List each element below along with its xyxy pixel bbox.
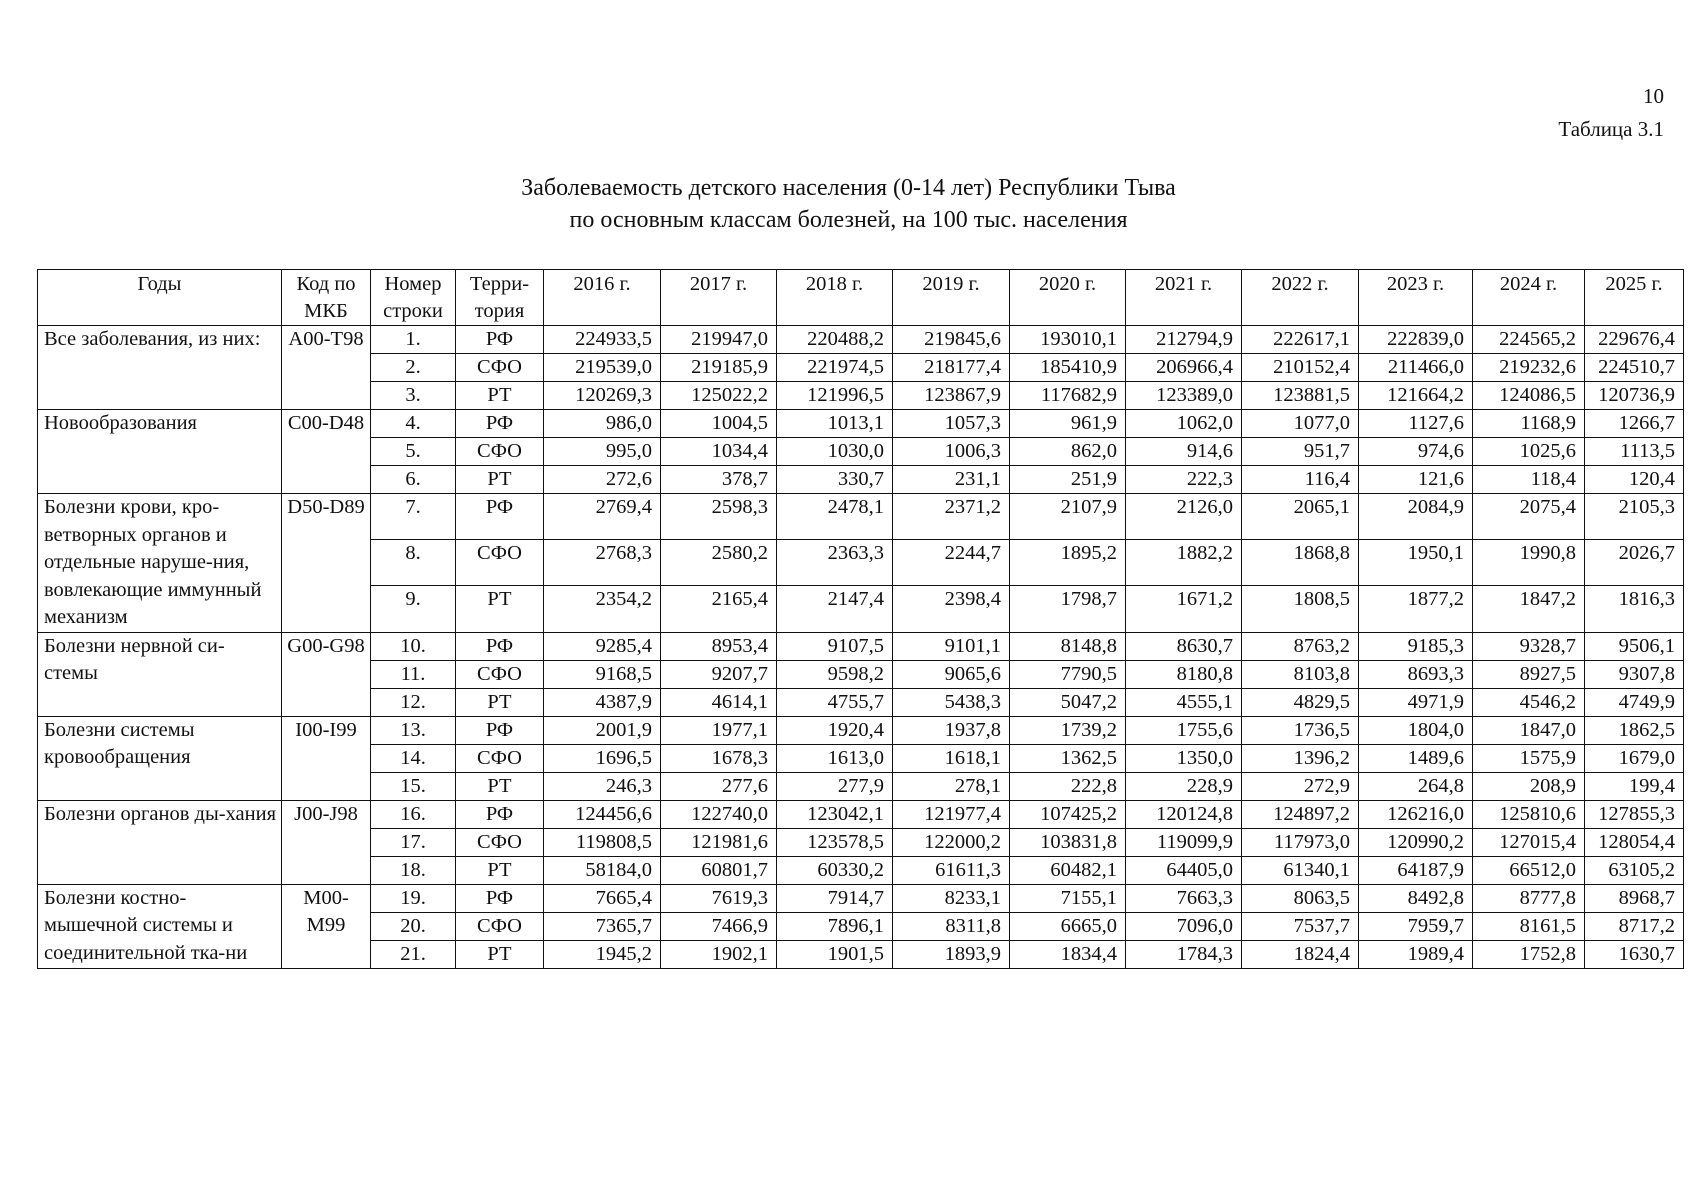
territory: РТ bbox=[456, 382, 544, 410]
value-cell: 9285,4 bbox=[544, 632, 661, 660]
value-cell: 64187,9 bbox=[1359, 856, 1473, 884]
header-year: 2018 г. bbox=[777, 270, 893, 326]
value-cell: 212794,9 bbox=[1126, 326, 1242, 354]
header-year: 2023 г. bbox=[1359, 270, 1473, 326]
value-cell: 1489,6 bbox=[1359, 744, 1473, 772]
territory: РТ bbox=[456, 772, 544, 800]
value-cell: 123881,5 bbox=[1242, 382, 1359, 410]
row-number: 2. bbox=[371, 354, 456, 382]
value-cell: 2598,3 bbox=[661, 494, 777, 540]
value-cell: 103831,8 bbox=[1010, 828, 1126, 856]
value-cell: 1671,2 bbox=[1126, 586, 1242, 632]
value-cell: 122740,0 bbox=[661, 800, 777, 828]
value-cell: 8927,5 bbox=[1473, 660, 1585, 688]
row-number: 7. bbox=[371, 494, 456, 540]
value-cell: 1847,0 bbox=[1473, 716, 1585, 744]
row-number: 19. bbox=[371, 884, 456, 912]
value-cell: 1077,0 bbox=[1242, 410, 1359, 438]
value-cell: 264,8 bbox=[1359, 772, 1473, 800]
value-cell: 64405,0 bbox=[1126, 856, 1242, 884]
disease-class-name: Болезни органов ды-хания bbox=[38, 800, 282, 884]
value-cell: 1808,5 bbox=[1242, 586, 1359, 632]
territory: РФ bbox=[456, 800, 544, 828]
table-label: Таблица 3.1 bbox=[1558, 117, 1664, 141]
row-number: 10. bbox=[371, 632, 456, 660]
value-cell: 8777,8 bbox=[1473, 884, 1585, 912]
value-cell: 1977,1 bbox=[661, 716, 777, 744]
value-cell: 221974,5 bbox=[777, 354, 893, 382]
value-cell: 7959,7 bbox=[1359, 912, 1473, 940]
value-cell: 1006,3 bbox=[893, 438, 1010, 466]
value-cell: 1057,3 bbox=[893, 410, 1010, 438]
value-cell: 2147,4 bbox=[777, 586, 893, 632]
value-cell: 120124,8 bbox=[1126, 800, 1242, 828]
value-cell: 121996,5 bbox=[777, 382, 893, 410]
value-cell: 4555,1 bbox=[1126, 688, 1242, 716]
value-cell: 66512,0 bbox=[1473, 856, 1585, 884]
value-cell: 2398,4 bbox=[893, 586, 1010, 632]
value-cell: 8630,7 bbox=[1126, 632, 1242, 660]
icd-code: C00-D48 bbox=[282, 410, 371, 494]
value-cell: 1862,5 bbox=[1585, 716, 1684, 744]
value-cell: 8233,1 bbox=[893, 884, 1010, 912]
value-cell: 211466,0 bbox=[1359, 354, 1473, 382]
header-code: Код по МКБ bbox=[282, 270, 371, 326]
value-cell: 7619,3 bbox=[661, 884, 777, 912]
value-cell: 222617,1 bbox=[1242, 326, 1359, 354]
value-cell: 1937,8 bbox=[893, 716, 1010, 744]
value-cell: 2165,4 bbox=[661, 586, 777, 632]
value-cell: 2371,2 bbox=[893, 494, 1010, 540]
value-cell: 126216,0 bbox=[1359, 800, 1473, 828]
value-cell: 2363,3 bbox=[777, 540, 893, 586]
value-cell: 122000,2 bbox=[893, 828, 1010, 856]
value-cell: 9168,5 bbox=[544, 660, 661, 688]
disease-class-name: Все заболевания, из них: bbox=[38, 326, 282, 410]
value-cell: 1868,8 bbox=[1242, 540, 1359, 586]
value-cell: 1679,0 bbox=[1585, 744, 1684, 772]
value-cell: 8180,8 bbox=[1126, 660, 1242, 688]
disease-class-name: Болезни костно-мышечной системы и соединительной тка-ни bbox=[38, 884, 282, 968]
header-rownum: Номер строки bbox=[371, 270, 456, 326]
value-cell: 1847,2 bbox=[1473, 586, 1585, 632]
row-number: 15. bbox=[371, 772, 456, 800]
table-row bbox=[38, 716, 1684, 744]
value-cell: 116,4 bbox=[1242, 466, 1359, 494]
value-cell: 120269,3 bbox=[544, 382, 661, 410]
row-number: 8. bbox=[371, 540, 456, 586]
icd-code: I00-I99 bbox=[282, 716, 371, 800]
value-cell: 7466,9 bbox=[661, 912, 777, 940]
value-cell: 1004,5 bbox=[661, 410, 777, 438]
disease-class-name: Новообразования bbox=[38, 410, 282, 494]
value-cell: 219232,6 bbox=[1473, 354, 1585, 382]
header-years: Годы bbox=[38, 270, 282, 326]
value-cell: 1618,1 bbox=[893, 744, 1010, 772]
value-cell: 1882,2 bbox=[1126, 540, 1242, 586]
header-year: 2022 г. bbox=[1242, 270, 1359, 326]
territory: СФО bbox=[456, 660, 544, 688]
row-number: 21. bbox=[371, 940, 456, 968]
value-cell: 121,6 bbox=[1359, 466, 1473, 494]
value-cell: 1678,3 bbox=[661, 744, 777, 772]
table-row bbox=[38, 800, 1684, 828]
value-cell: 6665,0 bbox=[1010, 912, 1126, 940]
value-cell: 61340,1 bbox=[1242, 856, 1359, 884]
header-year: 2019 г. bbox=[893, 270, 1010, 326]
icd-code: D50-D89 bbox=[282, 494, 371, 633]
value-cell: 2126,0 bbox=[1126, 494, 1242, 540]
value-cell: 117973,0 bbox=[1242, 828, 1359, 856]
value-cell: 222839,0 bbox=[1359, 326, 1473, 354]
value-cell: 120,4 bbox=[1585, 466, 1684, 494]
value-cell: 272,6 bbox=[544, 466, 661, 494]
value-cell: 8968,7 bbox=[1585, 884, 1684, 912]
value-cell: 1062,0 bbox=[1126, 410, 1242, 438]
value-cell: 1755,6 bbox=[1126, 716, 1242, 744]
value-cell: 5438,3 bbox=[893, 688, 1010, 716]
value-cell: 222,8 bbox=[1010, 772, 1126, 800]
value-cell: 224565,2 bbox=[1473, 326, 1585, 354]
table-row bbox=[38, 884, 1684, 912]
territory: РФ bbox=[456, 410, 544, 438]
page-number: 10 bbox=[1643, 84, 1664, 108]
value-cell: 224510,7 bbox=[1585, 354, 1684, 382]
value-cell: 1736,5 bbox=[1242, 716, 1359, 744]
value-cell: 220488,2 bbox=[777, 326, 893, 354]
value-cell: 8161,5 bbox=[1473, 912, 1585, 940]
value-cell: 1752,8 bbox=[1473, 940, 1585, 968]
icd-code: A00-T98 bbox=[282, 326, 371, 410]
value-cell: 1834,4 bbox=[1010, 940, 1126, 968]
value-cell: 995,0 bbox=[544, 438, 661, 466]
value-cell: 120736,9 bbox=[1585, 382, 1684, 410]
value-cell: 193010,1 bbox=[1010, 326, 1126, 354]
table-row bbox=[38, 326, 1684, 354]
value-cell: 7790,5 bbox=[1010, 660, 1126, 688]
territory: РФ bbox=[456, 326, 544, 354]
value-cell: 60801,7 bbox=[661, 856, 777, 884]
value-cell: 1350,0 bbox=[1126, 744, 1242, 772]
value-cell: 2065,1 bbox=[1242, 494, 1359, 540]
disease-class-name: Болезни системы кровообращения bbox=[38, 716, 282, 800]
value-cell: 4546,2 bbox=[1473, 688, 1585, 716]
value-cell: 1804,0 bbox=[1359, 716, 1473, 744]
value-cell: 1127,6 bbox=[1359, 410, 1473, 438]
value-cell: 1362,5 bbox=[1010, 744, 1126, 772]
value-cell: 7663,3 bbox=[1126, 884, 1242, 912]
row-number: 13. bbox=[371, 716, 456, 744]
table-row bbox=[38, 494, 1684, 540]
value-cell: 1989,4 bbox=[1359, 940, 1473, 968]
value-cell: 60482,1 bbox=[1010, 856, 1126, 884]
value-cell: 4614,1 bbox=[661, 688, 777, 716]
value-cell: 7096,0 bbox=[1126, 912, 1242, 940]
value-cell: 1013,1 bbox=[777, 410, 893, 438]
value-cell: 277,9 bbox=[777, 772, 893, 800]
value-cell: 1902,1 bbox=[661, 940, 777, 968]
value-cell: 2769,4 bbox=[544, 494, 661, 540]
value-cell: 231,1 bbox=[893, 466, 1010, 494]
value-cell: 9207,7 bbox=[661, 660, 777, 688]
value-cell: 1613,0 bbox=[777, 744, 893, 772]
icd-code: M00-M99 bbox=[282, 884, 371, 968]
value-cell: 986,0 bbox=[544, 410, 661, 438]
row-number: 18. bbox=[371, 856, 456, 884]
territory: РТ bbox=[456, 586, 544, 632]
value-cell: 251,9 bbox=[1010, 466, 1126, 494]
value-cell: 218177,4 bbox=[893, 354, 1010, 382]
value-cell: 1784,3 bbox=[1126, 940, 1242, 968]
territory: РФ bbox=[456, 494, 544, 540]
value-cell: 2580,2 bbox=[661, 540, 777, 586]
value-cell: 121664,2 bbox=[1359, 382, 1473, 410]
territory: РТ bbox=[456, 856, 544, 884]
value-cell: 120990,2 bbox=[1359, 828, 1473, 856]
value-cell: 1034,4 bbox=[661, 438, 777, 466]
value-cell: 8492,8 bbox=[1359, 884, 1473, 912]
value-cell: 1877,2 bbox=[1359, 586, 1473, 632]
territory: РТ bbox=[456, 940, 544, 968]
value-cell: 9307,8 bbox=[1585, 660, 1684, 688]
value-cell: 123389,0 bbox=[1126, 382, 1242, 410]
value-cell: 128054,4 bbox=[1585, 828, 1684, 856]
territory: РТ bbox=[456, 688, 544, 716]
morbidity-table bbox=[37, 269, 1684, 969]
value-cell: 1824,4 bbox=[1242, 940, 1359, 968]
value-cell: 1025,6 bbox=[1473, 438, 1585, 466]
value-cell: 277,6 bbox=[661, 772, 777, 800]
value-cell: 7665,4 bbox=[544, 884, 661, 912]
value-cell: 63105,2 bbox=[1585, 856, 1684, 884]
row-number: 5. bbox=[371, 438, 456, 466]
value-cell: 210152,4 bbox=[1242, 354, 1359, 382]
header-year: 2020 г. bbox=[1010, 270, 1126, 326]
value-cell: 1630,7 bbox=[1585, 940, 1684, 968]
value-cell: 1575,9 bbox=[1473, 744, 1585, 772]
value-cell: 4755,7 bbox=[777, 688, 893, 716]
territory: СФО bbox=[456, 744, 544, 772]
value-cell: 2244,7 bbox=[893, 540, 1010, 586]
row-number: 17. bbox=[371, 828, 456, 856]
header-year: 2017 г. bbox=[661, 270, 777, 326]
value-cell: 9065,6 bbox=[893, 660, 1010, 688]
header-territory: Терри- тория bbox=[456, 270, 544, 326]
value-cell: 2075,4 bbox=[1473, 494, 1585, 540]
disease-class-name: Болезни нервной си-стемы bbox=[38, 632, 282, 716]
value-cell: 8311,8 bbox=[893, 912, 1010, 940]
value-cell: 974,6 bbox=[1359, 438, 1473, 466]
value-cell: 7914,7 bbox=[777, 884, 893, 912]
value-cell: 2026,7 bbox=[1585, 540, 1684, 586]
value-cell: 330,7 bbox=[777, 466, 893, 494]
value-cell: 278,1 bbox=[893, 772, 1010, 800]
value-cell: 1920,4 bbox=[777, 716, 893, 744]
value-cell: 185410,9 bbox=[1010, 354, 1126, 382]
value-cell: 229676,4 bbox=[1585, 326, 1684, 354]
disease-class-name: Болезни крови, кро-ветворных органов и отдельные наруше-ния, вовлекающие иммунный механизм bbox=[38, 494, 282, 633]
value-cell: 8693,3 bbox=[1359, 660, 1473, 688]
value-cell: 246,3 bbox=[544, 772, 661, 800]
value-cell: 127855,3 bbox=[1585, 800, 1684, 828]
value-cell: 1798,7 bbox=[1010, 586, 1126, 632]
value-cell: 2084,9 bbox=[1359, 494, 1473, 540]
value-cell: 2107,9 bbox=[1010, 494, 1126, 540]
value-cell: 219539,0 bbox=[544, 354, 661, 382]
header-year: 2016 г. bbox=[544, 270, 661, 326]
value-cell: 60330,2 bbox=[777, 856, 893, 884]
value-cell: 378,7 bbox=[661, 466, 777, 494]
value-cell: 1893,9 bbox=[893, 940, 1010, 968]
value-cell: 127015,4 bbox=[1473, 828, 1585, 856]
value-cell: 9185,3 bbox=[1359, 632, 1473, 660]
row-number: 20. bbox=[371, 912, 456, 940]
value-cell: 107425,2 bbox=[1010, 800, 1126, 828]
value-cell: 123578,5 bbox=[777, 828, 893, 856]
value-cell: 8717,2 bbox=[1585, 912, 1684, 940]
table-row bbox=[38, 632, 1684, 660]
header-row bbox=[38, 270, 1684, 326]
value-cell: 862,0 bbox=[1010, 438, 1126, 466]
value-cell: 2105,3 bbox=[1585, 494, 1684, 540]
value-cell: 1113,5 bbox=[1585, 438, 1684, 466]
value-cell: 951,7 bbox=[1242, 438, 1359, 466]
value-cell: 7537,7 bbox=[1242, 912, 1359, 940]
value-cell: 224933,5 bbox=[544, 326, 661, 354]
territory: РТ bbox=[456, 466, 544, 494]
territory: СФО bbox=[456, 912, 544, 940]
icd-code: G00-G98 bbox=[282, 632, 371, 716]
value-cell: 121981,6 bbox=[661, 828, 777, 856]
value-cell: 219947,0 bbox=[661, 326, 777, 354]
value-cell: 125022,2 bbox=[661, 382, 777, 410]
territory: РФ bbox=[456, 632, 544, 660]
value-cell: 1895,2 bbox=[1010, 540, 1126, 586]
value-cell: 118,4 bbox=[1473, 466, 1585, 494]
value-cell: 1901,5 bbox=[777, 940, 893, 968]
header-year: 2024 г. bbox=[1473, 270, 1585, 326]
value-cell: 9101,1 bbox=[893, 632, 1010, 660]
title-line-2: по основным классам болезней, на 100 тыс. населения bbox=[569, 207, 1128, 233]
value-cell: 117682,9 bbox=[1010, 382, 1126, 410]
value-cell: 121977,4 bbox=[893, 800, 1010, 828]
value-cell: 124086,5 bbox=[1473, 382, 1585, 410]
value-cell: 124456,6 bbox=[544, 800, 661, 828]
value-cell: 199,4 bbox=[1585, 772, 1684, 800]
value-cell: 4387,9 bbox=[544, 688, 661, 716]
value-cell: 1739,2 bbox=[1010, 716, 1126, 744]
territory: СФО bbox=[456, 438, 544, 466]
value-cell: 7155,1 bbox=[1010, 884, 1126, 912]
row-number: 9. bbox=[371, 586, 456, 632]
value-cell: 1266,7 bbox=[1585, 410, 1684, 438]
value-cell: 2478,1 bbox=[777, 494, 893, 540]
value-cell: 124897,2 bbox=[1242, 800, 1359, 828]
value-cell: 222,3 bbox=[1126, 466, 1242, 494]
value-cell: 1950,1 bbox=[1359, 540, 1473, 586]
value-cell: 1945,2 bbox=[544, 940, 661, 968]
row-number: 3. bbox=[371, 382, 456, 410]
header-year: 2025 г. bbox=[1585, 270, 1684, 326]
row-number: 16. bbox=[371, 800, 456, 828]
value-cell: 7365,7 bbox=[544, 912, 661, 940]
territory: РФ bbox=[456, 716, 544, 744]
value-cell: 1030,0 bbox=[777, 438, 893, 466]
value-cell: 272,9 bbox=[1242, 772, 1359, 800]
value-cell: 125810,6 bbox=[1473, 800, 1585, 828]
row-number: 14. bbox=[371, 744, 456, 772]
value-cell: 8763,2 bbox=[1242, 632, 1359, 660]
value-cell: 206966,4 bbox=[1126, 354, 1242, 382]
row-number: 6. bbox=[371, 466, 456, 494]
value-cell: 8063,5 bbox=[1242, 884, 1359, 912]
document-title bbox=[0, 172, 1697, 236]
value-cell: 219845,6 bbox=[893, 326, 1010, 354]
icd-code: J00-J98 bbox=[282, 800, 371, 884]
value-cell: 1168,9 bbox=[1473, 410, 1585, 438]
value-cell: 1696,5 bbox=[544, 744, 661, 772]
value-cell: 208,9 bbox=[1473, 772, 1585, 800]
value-cell: 4829,5 bbox=[1242, 688, 1359, 716]
value-cell: 9598,2 bbox=[777, 660, 893, 688]
row-number: 12. bbox=[371, 688, 456, 716]
value-cell: 2354,2 bbox=[544, 586, 661, 632]
table-body bbox=[38, 326, 1684, 969]
value-cell: 119099,9 bbox=[1126, 828, 1242, 856]
value-cell: 8148,8 bbox=[1010, 632, 1126, 660]
value-cell: 228,9 bbox=[1126, 772, 1242, 800]
value-cell: 914,6 bbox=[1126, 438, 1242, 466]
row-number: 11. bbox=[371, 660, 456, 688]
value-cell: 219185,9 bbox=[661, 354, 777, 382]
header-year: 2021 г. bbox=[1126, 270, 1242, 326]
value-cell: 9506,1 bbox=[1585, 632, 1684, 660]
title-line-1: Заболеваемость детского населения (0-14 лет) Республики Тыва bbox=[521, 175, 1176, 201]
value-cell: 4749,9 bbox=[1585, 688, 1684, 716]
value-cell: 1990,8 bbox=[1473, 540, 1585, 586]
row-number: 1. bbox=[371, 326, 456, 354]
value-cell: 123042,1 bbox=[777, 800, 893, 828]
territory: РФ bbox=[456, 884, 544, 912]
value-cell: 8103,8 bbox=[1242, 660, 1359, 688]
value-cell: 2001,9 bbox=[544, 716, 661, 744]
value-cell: 2768,3 bbox=[544, 540, 661, 586]
value-cell: 58184,0 bbox=[544, 856, 661, 884]
territory: СФО bbox=[456, 828, 544, 856]
value-cell: 1816,3 bbox=[1585, 586, 1684, 632]
territory: СФО bbox=[456, 540, 544, 586]
value-cell: 8953,4 bbox=[661, 632, 777, 660]
value-cell: 123867,9 bbox=[893, 382, 1010, 410]
row-number: 4. bbox=[371, 410, 456, 438]
territory: СФО bbox=[456, 354, 544, 382]
value-cell: 961,9 bbox=[1010, 410, 1126, 438]
value-cell: 119808,5 bbox=[544, 828, 661, 856]
value-cell: 7896,1 bbox=[777, 912, 893, 940]
value-cell: 9107,5 bbox=[777, 632, 893, 660]
table-row bbox=[38, 410, 1684, 438]
value-cell: 9328,7 bbox=[1473, 632, 1585, 660]
value-cell: 61611,3 bbox=[893, 856, 1010, 884]
value-cell: 5047,2 bbox=[1010, 688, 1126, 716]
value-cell: 4971,9 bbox=[1359, 688, 1473, 716]
value-cell: 1396,2 bbox=[1242, 744, 1359, 772]
